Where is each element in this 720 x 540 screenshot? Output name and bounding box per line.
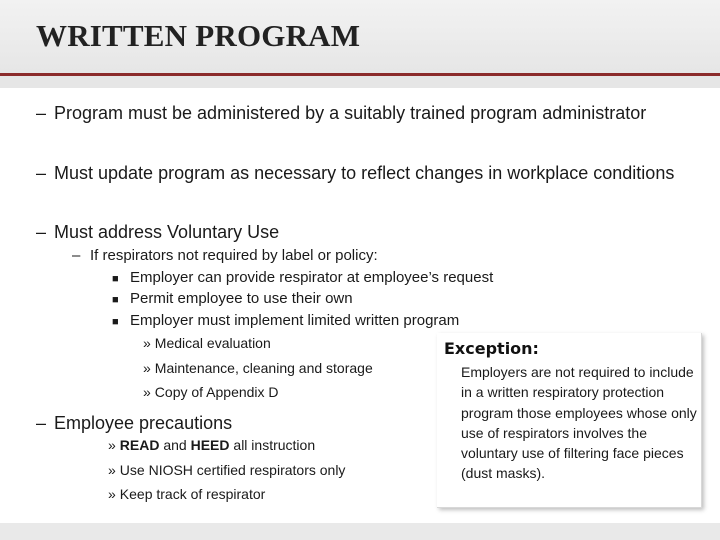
bullet-text: Employee precautions bbox=[54, 413, 233, 433]
arrow-bullet: » bbox=[143, 360, 151, 376]
arrow-bullet: » bbox=[108, 437, 116, 453]
square-bullet: ■ bbox=[112, 316, 119, 328]
precaution-item bbox=[108, 484, 265, 504]
program-item bbox=[143, 382, 279, 402]
title-rule-band bbox=[0, 76, 720, 88]
dash-bullet: – bbox=[36, 163, 47, 183]
bullet-text: Must address Voluntary Use bbox=[54, 222, 280, 242]
slide-title: WRITTEN PROGRAM bbox=[36, 18, 361, 53]
dash-bullet: – bbox=[36, 222, 47, 242]
bullet-employee-precautions bbox=[36, 411, 434, 436]
program-item bbox=[143, 358, 373, 378]
program-item bbox=[143, 333, 271, 353]
point-text: Employer must implement limited written program bbox=[130, 312, 460, 329]
voluntary-point bbox=[112, 289, 353, 309]
precaution-rest: all instruction bbox=[229, 437, 316, 453]
dash-bullet: – bbox=[36, 413, 47, 433]
exception-callout bbox=[437, 333, 702, 508]
voluntary-point bbox=[112, 268, 493, 288]
dash-bullet: – bbox=[72, 247, 81, 264]
read-emphasis: READ bbox=[119, 437, 160, 453]
precaution-item bbox=[108, 435, 315, 455]
square-bullet: ■ bbox=[112, 273, 119, 285]
program-item-text: Maintenance, cleaning and storage bbox=[154, 360, 373, 376]
condition-text: If respirators not required by label or policy: bbox=[90, 247, 378, 264]
bullet-text: Must update program as necessary to reflect changes in workplace conditions bbox=[54, 163, 675, 183]
arrow-bullet: » bbox=[108, 486, 116, 502]
bullet-voluntary-use bbox=[36, 220, 684, 245]
heed-emphasis: HEED bbox=[190, 437, 230, 453]
arrow-bullet: » bbox=[108, 462, 116, 478]
precaution-text: Keep track of respirator bbox=[119, 486, 266, 502]
footer-band bbox=[0, 523, 720, 540]
title-bar bbox=[0, 0, 720, 73]
bullet-update-program bbox=[36, 161, 684, 186]
arrow-bullet: » bbox=[143, 384, 151, 400]
callout-body: Employers are not required to include in a written respiratory protection program those employees whose only use of respirators involves the voluntary use of filtering face pieces (dust masks). bbox=[461, 364, 697, 482]
bullet-program-admin bbox=[36, 101, 684, 126]
program-item-text: Copy of Appendix D bbox=[154, 384, 279, 400]
point-text: Permit employee to use their own bbox=[130, 290, 353, 307]
and-text: and bbox=[159, 437, 191, 453]
precaution-item bbox=[108, 460, 345, 480]
arrow-bullet: » bbox=[143, 335, 151, 351]
precaution-text: Use NIOSH certified respirators only bbox=[119, 462, 346, 478]
program-item-text: Medical evaluation bbox=[154, 335, 271, 351]
point-text: Employer can provide respirator at employee’s request bbox=[130, 269, 494, 286]
voluntary-condition bbox=[72, 246, 378, 266]
square-bullet: ■ bbox=[112, 294, 119, 306]
callout-heading: Exception: bbox=[444, 339, 539, 358]
dash-bullet: – bbox=[36, 103, 47, 123]
voluntary-point bbox=[112, 311, 459, 331]
bullet-text: Program must be administered by a suitably trained program administrator bbox=[54, 103, 647, 123]
